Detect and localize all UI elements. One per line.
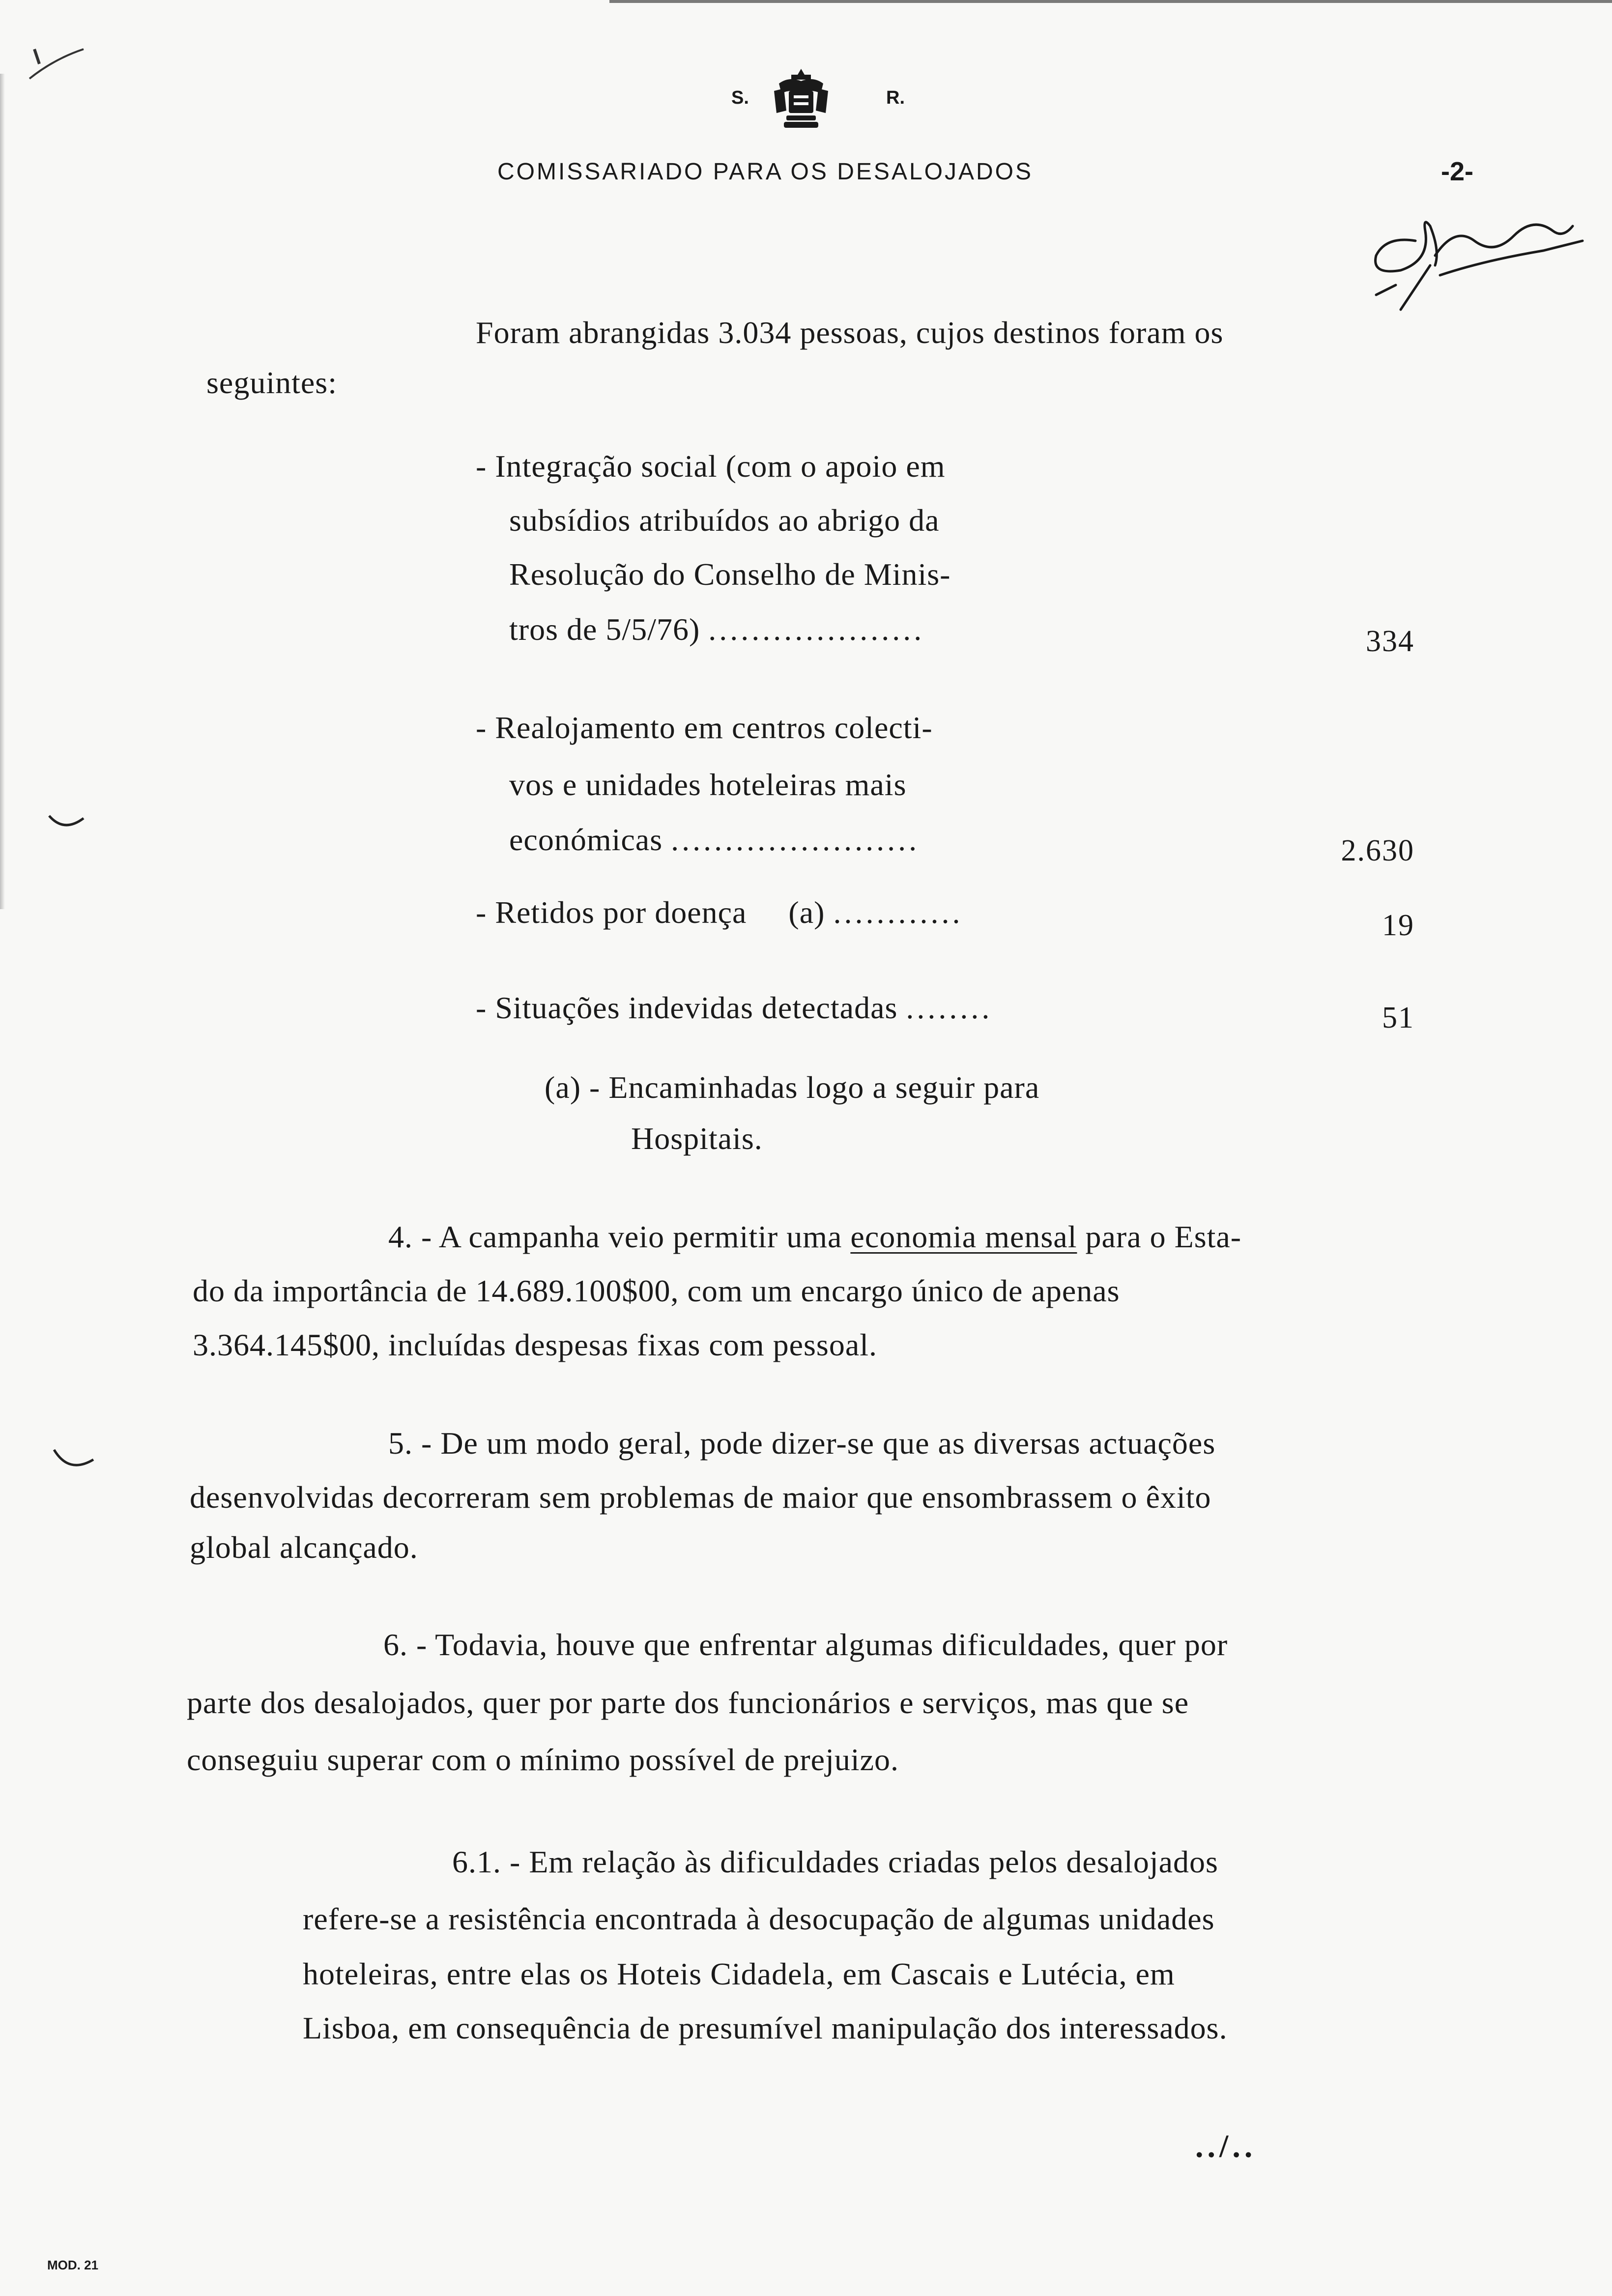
para-5-line-1: 5. - De um modo geral, pode dizer-se que as diversas actuações bbox=[388, 1426, 1216, 1461]
destination-3-value: 19 bbox=[1382, 909, 1414, 942]
destination-1-line-2: subsídios atribuídos ao abrigo da bbox=[509, 503, 940, 538]
top-rule bbox=[609, 0, 1612, 3]
leader-dots: ....................... bbox=[671, 822, 920, 857]
footnote-line-2: Hospitais. bbox=[631, 1121, 763, 1156]
page-number: -2- bbox=[1441, 157, 1473, 186]
header-right-initial: R. bbox=[886, 87, 905, 108]
para-6-1-line-2: refere-se a resistência encontrada à desocupação de algumas unidades bbox=[303, 1901, 1215, 1936]
continuation-mark: ../.. bbox=[1195, 2128, 1257, 2164]
para-5-line-2: desenvolvidas decorreram sem problemas de maior que ensombrassem o êxito bbox=[190, 1480, 1211, 1515]
destination-4-text: - Situações indevidas detectadas bbox=[476, 990, 898, 1025]
destination-2-line-2: vos e unidades hoteleiras mais bbox=[509, 767, 907, 802]
leader-dots: ............ bbox=[833, 895, 963, 930]
corner-mark bbox=[20, 29, 98, 88]
destination-2-line-1: - Realojamento em centros colecti- bbox=[476, 710, 933, 745]
para-4-text-start: 4. - A campanha veio permitir uma bbox=[388, 1219, 851, 1254]
destination-4-value: 51 bbox=[1382, 1001, 1414, 1034]
destination-1-text: tros de 5/5/76) bbox=[509, 612, 700, 647]
destination-1-value: 334 bbox=[1366, 625, 1414, 658]
para-6-1-line-1: 6.1. - Em relação às dificuldades criadas pelos desalojados bbox=[452, 1844, 1218, 1879]
intro-line-2: seguintes: bbox=[206, 365, 337, 400]
destination-2-text: económicas bbox=[509, 822, 663, 857]
destination-1-line-1: - Integração social (com o apoio em bbox=[476, 449, 946, 484]
para-6-line-2: parte dos desalojados, quer por parte dos funcionários e serviços, mas que se bbox=[187, 1685, 1189, 1720]
destination-1-line-3: Resolução do Conselho de Minis- bbox=[509, 557, 951, 592]
header-left-initial: S. bbox=[731, 87, 749, 108]
left-edge-shadow bbox=[0, 74, 5, 909]
margin-mark bbox=[44, 806, 88, 835]
destination-2-last-line bbox=[509, 822, 920, 858]
para-5-line-3: global alcançado. bbox=[190, 1530, 418, 1565]
para-6-line-3: conseguiu superar com o mínimo possível de prejuizo. bbox=[187, 1742, 899, 1777]
para-4-line-1 bbox=[388, 1219, 1241, 1255]
destination-3-text: - Retidos por doença (a) bbox=[476, 895, 825, 930]
leader-dots: .................... bbox=[708, 612, 925, 647]
destination-1-last-line bbox=[509, 611, 924, 648]
para-4-text-end: para o Esta- bbox=[1077, 1219, 1242, 1254]
handwritten-signature bbox=[1356, 197, 1592, 324]
intro-line-1: Foram abrangidas 3.034 pessoas, cujos destinos foram os bbox=[476, 315, 1224, 350]
footnote-line-1: (a) - Encaminhadas logo a seguir para bbox=[545, 1070, 1040, 1105]
para-4-line-2: do da importância de 14.689.100$00, com um encargo único de apenas bbox=[193, 1273, 1120, 1308]
form-code: MOD. 21 bbox=[47, 2258, 99, 2272]
para-6-line-1: 6. - Todavia, houve que enfrentar algumas dificuldades, quer por bbox=[383, 1627, 1228, 1662]
destination-2-value: 2.630 bbox=[1341, 834, 1414, 867]
page-header-title: COMISSARIADO PARA OS DESALOJADOS bbox=[497, 159, 1034, 185]
leader-dots: ........ bbox=[906, 990, 993, 1025]
para-6-1-line-3: hoteleiras, entre elas os Hoteis Cidadela, em Cascais e Lutécia, em bbox=[303, 1956, 1175, 1991]
coat-of-arms-icon bbox=[769, 64, 833, 133]
margin-mark bbox=[49, 1445, 98, 1479]
para-4-line-3: 3.364.145$00, incluídas despesas fixas com pessoal. bbox=[193, 1327, 877, 1362]
para-6-1-line-4: Lisboa, em consequência de presumível manipulação dos interessados. bbox=[303, 2010, 1228, 2045]
destination-4-last-line bbox=[476, 990, 992, 1026]
destination-3-last-line bbox=[476, 894, 963, 931]
underlined-phrase: economia mensal bbox=[850, 1219, 1077, 1254]
